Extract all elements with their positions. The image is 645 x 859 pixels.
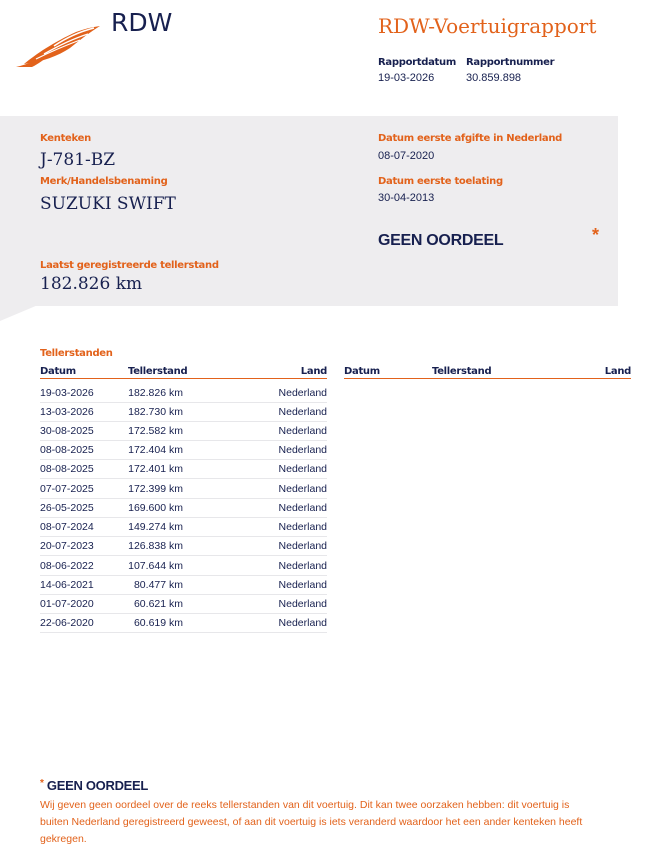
table-row: [40, 517, 327, 537]
verdict-marker: *: [592, 225, 600, 245]
last-odometer-label: Laatst geregistreerde tellerstand: [40, 260, 219, 271]
row-country: Nederland: [278, 406, 327, 418]
table-row: [40, 575, 327, 595]
row-date: 13-03-2026: [40, 406, 94, 418]
row-date: 08-08-2025: [40, 444, 94, 456]
verdict-label: GEEN OORDEEL: [378, 232, 504, 249]
row-country: Nederland: [278, 540, 327, 552]
plate-value: J-781-BZ: [40, 150, 116, 170]
row-reading: 126.838 km: [128, 540, 183, 552]
row-date: 01-07-2020: [40, 598, 94, 610]
row-reading: 169.600 km: [128, 502, 183, 514]
table-row: [40, 479, 327, 499]
col-header-country-right: Land: [604, 366, 631, 377]
row-date: 07-07-2025: [40, 483, 94, 495]
row-reading: 182.730 km: [128, 406, 183, 418]
row-reading: 60.621 km: [133, 598, 183, 610]
report-date-label: Rapportdatum: [378, 57, 456, 68]
row-reading: 80.477 km: [133, 579, 183, 591]
report-number: 30.859.898: [466, 72, 522, 84]
last-odometer-value: 182.826 km: [40, 274, 143, 294]
row-date: 30-08-2025: [40, 425, 94, 437]
col-header-date-right: Datum: [344, 366, 380, 377]
rdw-wing-logo-icon: [14, 24, 102, 70]
row-country: Nederland: [278, 521, 327, 533]
row-country: Nederland: [278, 560, 327, 572]
row-reading: 172.401 km: [128, 463, 183, 475]
first-issue-nl-value: 08-07-2020: [378, 150, 435, 162]
first-admission-value: 30-04-2013: [378, 192, 435, 204]
col-header-date-left: Datum: [40, 366, 76, 377]
table-row: [40, 613, 327, 633]
row-reading: 60.619 km: [133, 617, 183, 629]
row-reading: 172.404 km: [128, 444, 183, 456]
row-date: 08-07-2024: [40, 521, 94, 533]
row-date: 20-07-2023: [40, 540, 94, 552]
row-country: Nederland: [278, 444, 327, 456]
row-country: Nederland: [278, 387, 327, 399]
row-date: 08-08-2025: [40, 463, 94, 475]
row-date: 08-06-2022: [40, 560, 94, 572]
brand-name: RDW: [111, 8, 173, 37]
table-row: [40, 556, 327, 576]
row-country: Nederland: [278, 617, 327, 629]
row-reading: 182.826 km: [128, 387, 183, 399]
col-header-reading-right: Tellerstand: [432, 366, 492, 377]
report-number-label: Rapportnummer: [466, 57, 555, 68]
footnote-title: GEEN OORDEEL: [46, 778, 149, 793]
row-date: 19-03-2026: [40, 387, 94, 399]
col-header-reading-left: Tellerstand: [128, 366, 188, 377]
footnote-heading: [40, 778, 148, 793]
row-country: Nederland: [278, 579, 327, 591]
row-country: Nederland: [278, 425, 327, 437]
make-label: Merk/Handelsbenaming: [40, 176, 168, 187]
footnote-text: Wij geven geen oordeel over de reeks tellerstanden van dit voertuig. Dit kan twee oorzaken hebben: dit voertuig is buiten Nederland geregistreerd geweest, of aan dit voertuig is iets veranderd waardoor het een ander kenteken heeft gekregen.: [40, 799, 583, 845]
table-row: [40, 383, 327, 403]
table-header-divider-right: [344, 378, 631, 379]
row-country: Nederland: [278, 502, 327, 514]
table-row: [40, 498, 327, 518]
table-row: [40, 459, 327, 479]
report-title: RDW-Voertuigrapport: [378, 14, 597, 38]
footnote-marker: *: [40, 778, 44, 789]
row-country: Nederland: [278, 483, 327, 495]
row-reading: 149.274 km: [128, 521, 183, 533]
first-admission-label: Datum eerste toelating: [378, 176, 503, 187]
table-row: [40, 536, 327, 556]
panel-corner-decoration: [0, 305, 38, 321]
table-row: [40, 402, 327, 422]
row-reading: 172.582 km: [128, 425, 183, 437]
make-value: SUZUKI SWIFT: [40, 194, 176, 214]
row-reading: 172.399 km: [128, 483, 183, 495]
odometer-section-title: Tellerstanden: [40, 348, 113, 359]
table-header-divider-left: [40, 378, 327, 379]
plate-label: Kenteken: [40, 133, 91, 144]
table-row: [40, 421, 327, 441]
row-date: 22-06-2020: [40, 617, 94, 629]
table-row: [40, 594, 327, 614]
report-date: 19-03-2026: [378, 72, 435, 84]
table-row: [40, 440, 327, 460]
row-reading: 107.644 km: [128, 560, 183, 572]
row-date: 26-05-2025: [40, 502, 94, 514]
first-issue-nl-label: Datum eerste afgifte in Nederland: [378, 133, 563, 144]
col-header-country-left: Land: [300, 366, 327, 377]
row-country: Nederland: [278, 463, 327, 475]
row-country: Nederland: [278, 598, 327, 610]
row-date: 14-06-2021: [40, 579, 94, 591]
